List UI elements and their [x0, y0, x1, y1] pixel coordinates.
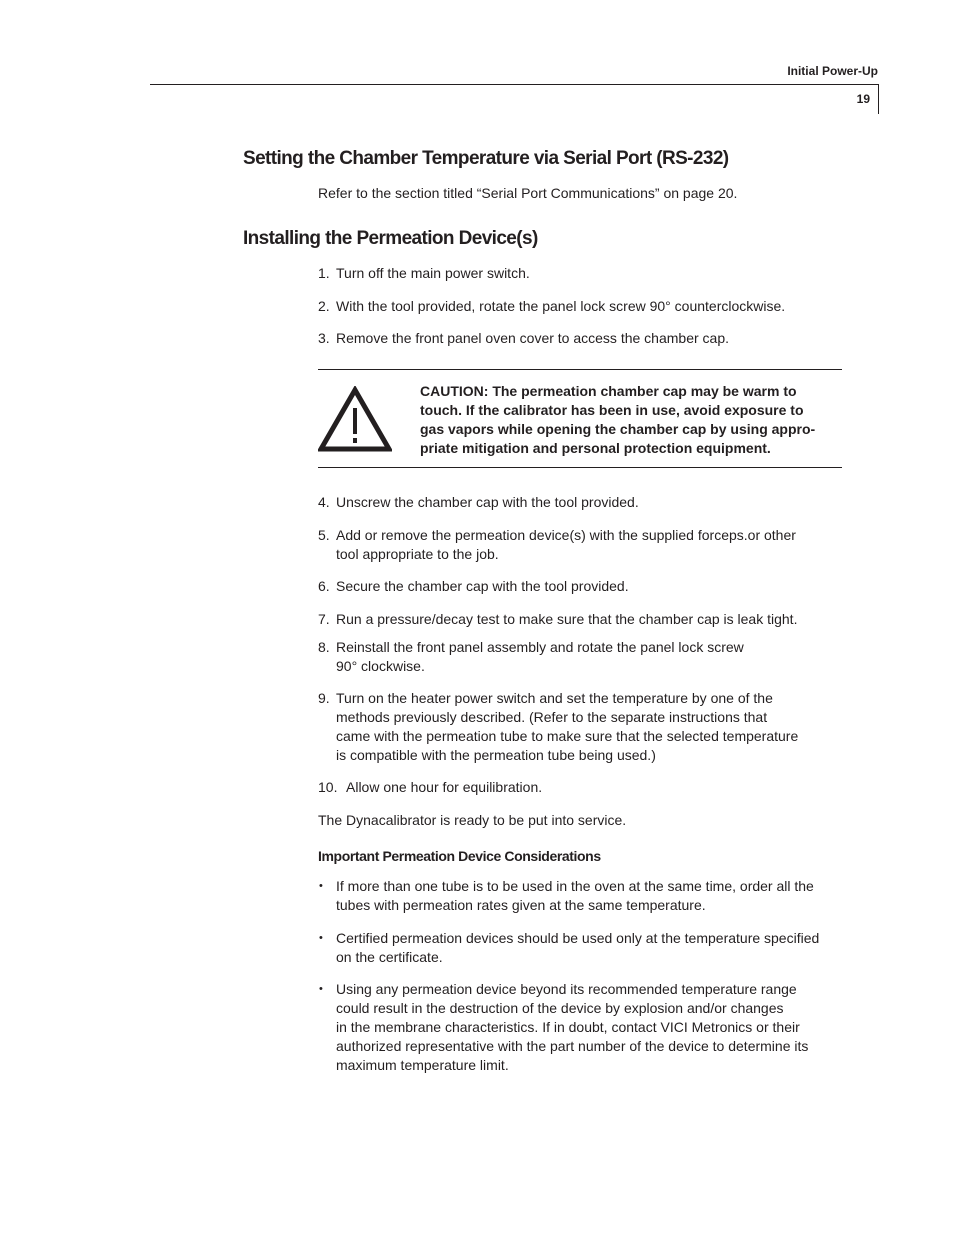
- section-heading-serial-port: Setting the Chamber Temperature via Serial Port (RS-232): [243, 148, 729, 169]
- step-6: 6. Secure the chamber cap with the tool provided.: [318, 578, 629, 594]
- warning-triangle-icon: [318, 386, 392, 452]
- header-rule: [150, 84, 878, 85]
- caution-top-rule: [318, 369, 842, 370]
- bullet-item: • If more than one tube is to be used in the oven at the same time, order all the tubes with permeation rates given at the same temperature.: [319, 878, 814, 913]
- step-7: 7. Run a pressure/decay test to make sure that the chamber cap is leak tight.: [318, 611, 798, 627]
- step-10: 10. Allow one hour for equilibration.: [318, 779, 543, 795]
- header-vertical-rule: [878, 84, 879, 114]
- step-8: 8. Reinstall the front panel assembly and rotate the panel lock screw 90° clockwise.: [318, 639, 744, 674]
- page-number: 19: [856, 92, 870, 106]
- serial-port-body: Refer to the section titled “Serial Port Communications” on page 20.: [318, 185, 738, 201]
- section-heading-installing: Installing the Permeation Device(s): [243, 228, 538, 249]
- caution-text: CAUTION: The permeation chamber cap may be warm to touch. If the calibrator has been in use, avoid exposure to gas vapors while opening the chamber cap by using appro- priate mitigation and personal protection equipment.: [420, 383, 816, 456]
- caution-bottom-rule: [318, 467, 842, 468]
- step-2: 2. With the tool provided, rotate the panel lock screw 90° counterclockwise.: [318, 298, 786, 314]
- closing-statement: The Dynacalibrator is ready to be put into service.: [318, 812, 627, 828]
- step-9: 9. Turn on the heater power switch and set the temperature by one of the methods previously described. (Refer to the separate instructions that came with the permeation tube to make sure that the selected temperature is compatible with the permeation tube being used.): [318, 690, 799, 763]
- bullet-item: • Certified permeation devices should be used only at the temperature specified on the certificate.: [319, 930, 820, 965]
- step-4: 4. Unscrew the chamber cap with the tool provided.: [318, 494, 639, 510]
- step-1: 1. Turn off the main power switch.: [318, 265, 530, 281]
- subheading-considerations: Important Permeation Device Considerations: [318, 848, 601, 864]
- bullet-item: • Using any permeation device beyond its recommended temperature range could result in the destruction of the device by explosion and/or changes in the membrane characteristics. If in doubt, contact VICI Metronics or their authorized representative with the part number of the device to determine its maximum temperature limit.: [319, 981, 809, 1073]
- running-header: Initial Power-Up: [787, 64, 878, 78]
- step-3: 3. Remove the front panel oven cover to access the chamber cap.: [318, 330, 729, 346]
- step-5: 5. Add or remove the permeation device(s) with the supplied forceps.or other tool appropriate to the job.: [318, 527, 796, 562]
